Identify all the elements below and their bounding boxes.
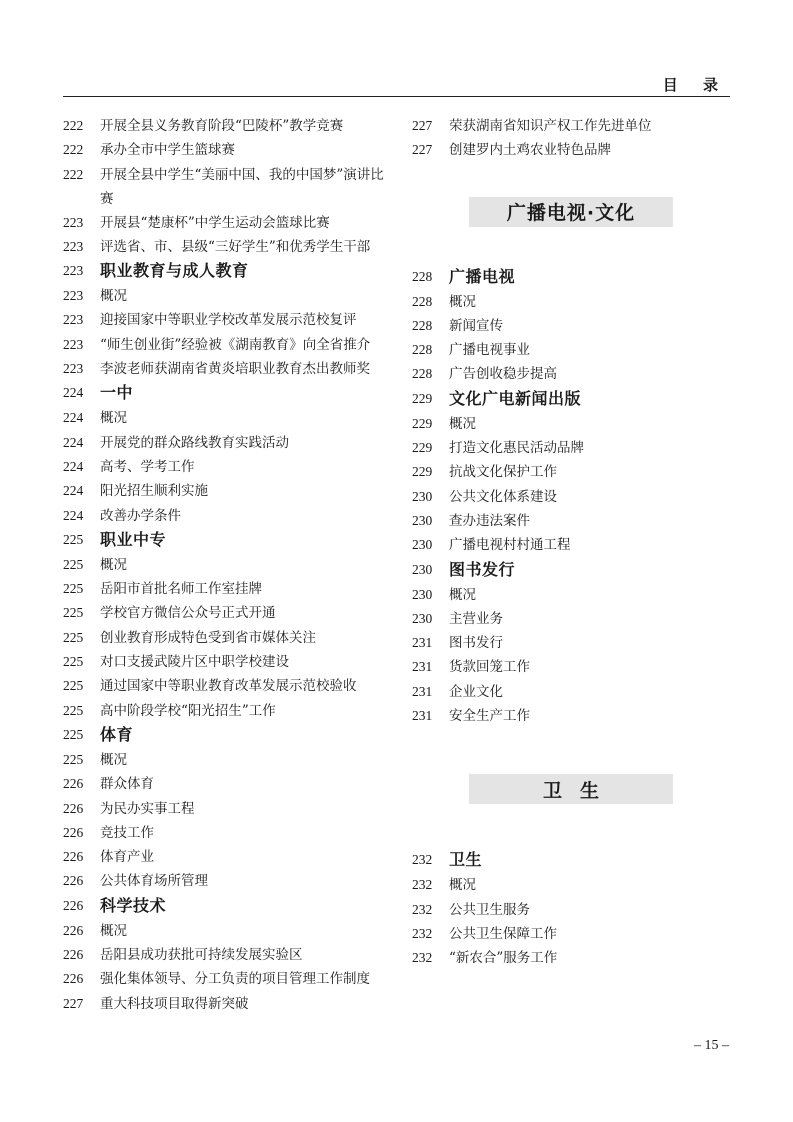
toc-page-number: 226 (63, 897, 84, 913)
toc-entry[interactable] (412, 485, 732, 509)
toc-entry-text: 企业文化 (449, 683, 503, 700)
toc-entry[interactable] (412, 680, 732, 704)
toc-page-number: 225 (63, 531, 84, 547)
toc-page-number: 223 (63, 214, 84, 230)
toc-page-number: 225 (63, 654, 84, 670)
toc-entry[interactable] (412, 873, 732, 897)
toc-page-number: 225 (63, 702, 84, 718)
toc-page-number: 223 (63, 238, 84, 254)
toc-entry-text: 公共体育场所管理 (100, 873, 208, 890)
toc-page-number: 231 (412, 683, 433, 699)
toc-entry[interactable] (412, 290, 732, 314)
toc-entry[interactable] (412, 138, 732, 162)
toc-entry-text: 改善办学条件 (100, 507, 181, 524)
toc-entry-text: 概况 (100, 922, 127, 939)
toc-entry[interactable] (412, 704, 732, 728)
toc-page-number: 222 (63, 118, 84, 133)
toc-entry[interactable] (63, 577, 393, 601)
toc-entry-text: 体育产业 (100, 849, 154, 866)
toc-page-number: 232 (412, 901, 433, 917)
toc-page-number: 224 (63, 458, 84, 474)
toc-heading-text: 体育 (100, 724, 134, 744)
toc-page-number: 225 (63, 605, 84, 621)
toc-page-number: 227 (412, 118, 433, 133)
toc-entry-text: 阳光招生顺利实施 (100, 483, 208, 500)
header-rule (63, 96, 730, 97)
toc-page-number: 228 (412, 293, 433, 309)
toc-entry[interactable] (63, 138, 393, 162)
toc-entry[interactable] (63, 967, 393, 991)
toc-section-heading[interactable] (412, 848, 732, 873)
toc-page-number: 223 (63, 336, 84, 352)
toc-section-heading[interactable] (63, 894, 393, 919)
toc-heading-text: 一中 (100, 383, 134, 403)
toc-page-number: 223 (63, 288, 84, 304)
toc-page-number: 228 (412, 268, 433, 284)
toc-entry[interactable] (63, 601, 393, 625)
toc-section-heading[interactable] (412, 265, 732, 290)
toc-section-heading[interactable] (63, 381, 393, 406)
toc-page-number: 223 (63, 263, 84, 279)
toc-page-number: 224 (63, 507, 84, 523)
toc-entry[interactable] (63, 431, 393, 455)
toc-entry-text: 强化集体领导、分工负责的项目管理工作制度 (100, 971, 370, 988)
toc-entry[interactable] (63, 650, 393, 674)
toc-section-health-entries (412, 848, 732, 970)
toc-entry[interactable] (63, 626, 393, 650)
toc-entry[interactable] (63, 869, 393, 893)
toc-heading-text: 广播电视 (449, 266, 516, 286)
toc-entry-text: 安全生产工作 (449, 708, 530, 725)
toc-entry-text: 学校官方微信公众号正式开通 (100, 605, 276, 622)
toc-entry-text: 创建罗内土鸡农业特色品牌 (449, 142, 611, 159)
toc-entry-text: 概况 (449, 415, 476, 432)
toc-entry-text: 通过国家中等职业教育改革发展示范校验收 (100, 678, 357, 695)
toc-entry[interactable] (412, 946, 732, 970)
toc-page-number: 222 (63, 142, 84, 158)
toc-entry[interactable] (412, 114, 732, 138)
toc-entry[interactable] (412, 607, 732, 631)
toc-entry[interactable] (412, 583, 732, 607)
toc-entry[interactable] (63, 821, 393, 845)
toc-page-number: 230 (412, 610, 433, 626)
toc-entry-text: 评选省、市、县级“三好学生”和优秀学生干部 (100, 238, 371, 255)
toc-entry-text: “师生创业街”经验被《湖南教育》向全省推介 (100, 336, 371, 353)
toc-heading-text: 职业中专 (100, 529, 167, 549)
toc-entry-text: 新闻宣传 (449, 317, 503, 334)
toc-page-number: 226 (63, 922, 84, 938)
toc-page-number: 226 (63, 849, 84, 865)
toc-page-number: 225 (63, 678, 84, 694)
toc-entry[interactable] (412, 533, 732, 557)
toc-entry-text: 公共卫生保障工作 (449, 925, 557, 942)
toc-page-number: 224 (63, 410, 84, 426)
toc-entry[interactable] (63, 479, 393, 503)
toc-page-number: 231 (412, 635, 433, 651)
toc-entry[interactable] (63, 406, 393, 430)
toc-page-number: 230 (412, 586, 433, 602)
toc-entry-text: 概况 (100, 288, 127, 305)
toc-entry[interactable] (63, 919, 393, 943)
toc-entry[interactable] (63, 772, 393, 796)
toc-entry-text: 重大科技项目取得新突破 (100, 995, 249, 1012)
toc-entry-text: 概况 (449, 586, 476, 603)
toc-entry-text: 竞技工作 (100, 824, 154, 841)
toc-entry[interactable] (412, 655, 732, 679)
toc-page-number: 225 (63, 726, 84, 742)
toc-entry-text: 公共卫生服务 (449, 901, 530, 918)
section-title-health: 卫生 (469, 774, 673, 804)
toc-entry[interactable] (412, 412, 732, 436)
toc-entry-text: 广播电视村村通工程 (449, 537, 571, 554)
toc-page-number: 228 (412, 366, 433, 382)
toc-entry[interactable] (63, 284, 393, 308)
toc-page-number: 226 (63, 873, 84, 889)
toc-entry-text: 查办违法案件 (449, 512, 530, 529)
toc-entry[interactable] (412, 460, 732, 484)
toc-entry[interactable] (412, 362, 732, 386)
toc-page-number: 223 (63, 361, 84, 377)
toc-page-number: 223 (63, 312, 84, 328)
toc-entry[interactable] (412, 436, 732, 460)
toc-heading-text: 文化广电新闻出版 (449, 388, 582, 408)
toc-entry-text: 主营业务 (449, 610, 503, 627)
toc-entry-text: 开展党的群众路线教育实践活动 (100, 434, 289, 451)
toc-entry-text: 承办全市中学生篮球赛 (100, 142, 235, 159)
toc-entry-text: 为民办实事工程 (100, 800, 195, 817)
toc-page-number: 226 (63, 971, 84, 987)
toc-entry-text: 概况 (100, 410, 127, 427)
toc-page-number: 227 (412, 142, 433, 158)
toc-page-number: 232 (412, 925, 433, 941)
toc-page-number: 226 (63, 776, 84, 792)
toc-entry-text: 高考、学考工作 (100, 458, 195, 475)
toc-page-number: 225 (63, 629, 84, 645)
toc-entry[interactable] (63, 163, 393, 211)
toc-right-top-entries (412, 114, 732, 163)
toc-entry-text: 开展全县义务教育阶段“巴陵杯”教学竞赛 (100, 118, 344, 134)
toc-page-number: 229 (412, 415, 433, 431)
toc-entry[interactable] (63, 333, 393, 357)
toc-page-number: 224 (63, 385, 84, 401)
toc-entry[interactable] (63, 845, 393, 869)
toc-entry[interactable] (63, 797, 393, 821)
toc-page-number: 230 (412, 512, 433, 528)
toc-entry[interactable] (63, 235, 393, 259)
toc-entry-text: 货款回笼工作 (449, 659, 530, 676)
toc-page-number: 229 (412, 440, 433, 456)
toc-heading-text: 科学技术 (100, 895, 167, 915)
toc-entry-text: 公共文化体系建设 (449, 488, 557, 505)
toc-entry[interactable] (63, 943, 393, 967)
toc-entry-text: 对口支援武陵片区中职学校建设 (100, 654, 289, 671)
toc-entry[interactable] (412, 314, 732, 338)
toc-section-heading[interactable] (63, 723, 393, 748)
toc-entry-text: 概况 (100, 556, 127, 573)
toc-entry-text: 群众体育 (100, 776, 154, 793)
toc-entry-text: 高中阶段学校“阳光招生”工作 (100, 702, 276, 719)
toc-entry[interactable] (63, 992, 393, 1016)
toc-section-heading[interactable] (63, 528, 393, 553)
toc-entry[interactable] (63, 674, 393, 698)
toc-entry-text: 岳阳县成功获批可持续发展实验区 (100, 947, 303, 964)
toc-entry-text: 概况 (449, 293, 476, 310)
toc-entry[interactable] (412, 922, 732, 946)
toc-entry-text: 概况 (100, 751, 127, 768)
toc-page-number: 230 (412, 537, 433, 553)
toc-entry-text: 荣获湖南省知识产权工作先进单位 (449, 118, 652, 134)
toc-entry-text: 图书发行 (449, 635, 503, 652)
toc-entry-text: 开展全县中学生“美丽中国、我的中国梦”演讲比赛 (100, 166, 384, 207)
section-title-broadcast-culture: 广播电视·文化 (469, 197, 673, 227)
toc-entry[interactable] (63, 211, 393, 235)
toc-entry-text: 开展县“楚康杯”中学生运动会篮球比赛 (100, 214, 330, 231)
toc-page-number: 229 (412, 464, 433, 480)
toc-page-number: 226 (63, 800, 84, 816)
toc-section-heading[interactable] (412, 387, 732, 412)
toc-entry[interactable] (412, 631, 732, 655)
toc-entry-text: 广告创收稳步提高 (449, 366, 557, 383)
toc-entry[interactable] (63, 357, 393, 381)
toc-page-number: 225 (63, 751, 84, 767)
toc-entry[interactable] (63, 553, 393, 577)
toc-entry-text: 创业教育形成特色受到省市媒体关注 (100, 629, 316, 646)
toc-entry[interactable] (63, 308, 393, 332)
toc-entry-text: “新农合”服务工作 (449, 950, 558, 967)
toc-section-heading[interactable] (412, 558, 732, 583)
toc-page-number: 230 (412, 488, 433, 504)
toc-section-heading[interactable] (63, 259, 393, 284)
toc-page-number: 230 (412, 561, 433, 577)
toc-entry[interactable] (412, 509, 732, 533)
toc-entry[interactable] (63, 699, 393, 723)
toc-entry-text: 迎接国家中等职业学校改革发展示范校复评 (100, 312, 357, 329)
toc-page-number: 225 (63, 556, 84, 572)
toc-page-number: 222 (63, 166, 84, 182)
toc-entry[interactable] (412, 898, 732, 922)
toc-page-number: 226 (63, 824, 84, 840)
toc-page-number: 229 (412, 390, 433, 406)
toc-entry-text: 李波老师获湖南省黄炎培职业教育杰出教师奖 (100, 361, 370, 378)
toc-entry-text: 概况 (449, 877, 476, 894)
toc-left-column (63, 114, 393, 1016)
toc-entry-text: 抗战文化保护工作 (449, 464, 557, 481)
toc-page-number: 225 (63, 581, 84, 597)
toc-entry[interactable] (63, 455, 393, 479)
toc-entry-text: 广播电视事业 (449, 342, 530, 359)
toc-section-broadcast-entries (412, 265, 732, 729)
toc-right-column (412, 114, 732, 971)
toc-page-number: 232 (412, 852, 433, 868)
toc-page-number: 224 (63, 434, 84, 450)
toc-page-number: 227 (63, 995, 84, 1011)
toc-entry-text: 打造文化惠民活动品牌 (449, 440, 584, 457)
toc-heading-text: 卫生 (449, 850, 483, 870)
page-number: – 15 – (694, 1038, 729, 1053)
toc-entry[interactable] (63, 504, 393, 528)
toc-page-number: 231 (412, 659, 433, 675)
running-header: 目 录 (662, 76, 728, 94)
toc-page-number: 231 (412, 708, 433, 724)
toc-page-number: 228 (412, 317, 433, 333)
toc-entry[interactable] (63, 748, 393, 772)
toc-page-number: 224 (63, 483, 84, 499)
toc-entry-text: 岳阳市首批名师工作室挂牌 (100, 581, 262, 598)
toc-heading-text: 图书发行 (449, 559, 516, 579)
toc-page-number: 228 (412, 342, 433, 358)
toc-entry[interactable] (63, 114, 393, 138)
toc-heading-text: 职业教育与成人教育 (100, 261, 249, 281)
toc-entry[interactable] (412, 338, 732, 362)
toc-page-number: 226 (63, 947, 84, 963)
toc-page-number: 232 (412, 950, 433, 966)
toc-page-number: 232 (412, 877, 433, 893)
